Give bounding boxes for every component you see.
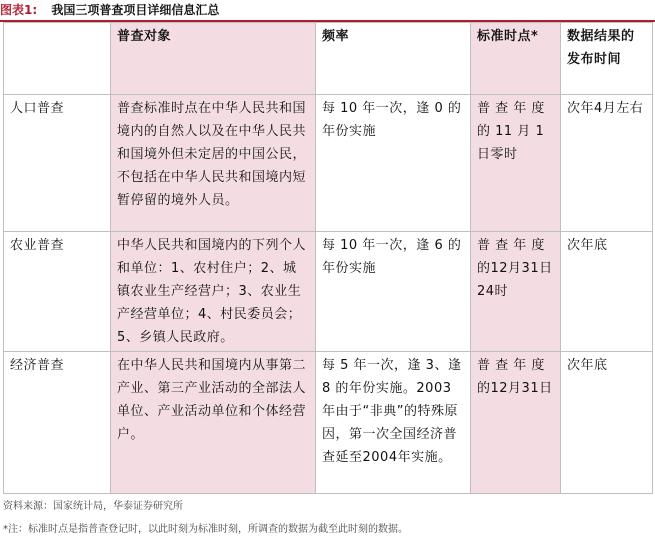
row-name-cell: 经济普查 bbox=[4, 352, 111, 494]
time-point-cell: 普 查 年 度 的12月31日 24时 bbox=[471, 232, 561, 352]
table-header-row bbox=[4, 23, 653, 95]
footnote: *注：标准时点是指普查登记时，以此时刻为标准时刻，所调查的数据为截至此时刻的数据。 bbox=[3, 524, 408, 535]
release-cell: 次年底 bbox=[561, 352, 653, 494]
time-point-cell: 普 查 年 度 的12月31日 bbox=[471, 352, 561, 494]
release-cell: 次年4月左右 bbox=[561, 95, 653, 232]
header-cell-blank bbox=[4, 23, 111, 95]
time-point-cell: 普 查 年 度 的 11 月 1 日零时 bbox=[471, 95, 561, 232]
frequency-cell: 每 10 年一次，逢 0 的年份实施 bbox=[316, 95, 471, 232]
header-cell-object: 普查对象 bbox=[111, 23, 316, 95]
census-summary-table bbox=[3, 22, 653, 494]
header-cell-time-point: 标准时点* bbox=[471, 23, 561, 95]
table-row bbox=[4, 95, 653, 232]
frequency-cell: 每 10 年一次，逢 6 的年份实施 bbox=[316, 232, 471, 352]
table-row bbox=[4, 352, 653, 494]
object-cell: 中华人民共和国境内的下列个人和单位：1、农村住户；2、城镇农业生产经营户；3、农业生产经营单位；4、村民委员会；5、乡镇人民政府。 bbox=[111, 232, 316, 352]
table-row bbox=[4, 232, 653, 352]
source-note: 资料来源：国家统计局，华泰证券研究所 bbox=[3, 501, 183, 512]
row-name-cell: 农业普查 bbox=[4, 232, 111, 352]
caption-title: 我国三项普查项目详细信息汇总 bbox=[51, 3, 220, 17]
header-cell-frequency: 频率 bbox=[316, 23, 471, 95]
caption-label: 图表1: bbox=[0, 3, 38, 17]
frequency-cell: 每 5 年一次，逢 3、逢 8 的年份实施。2003年由于“非典”的特殊原因，第一次全国经济普查延至2004年实施。 bbox=[316, 352, 471, 494]
figure-caption bbox=[0, 2, 655, 20]
release-cell: 次年底 bbox=[561, 232, 653, 352]
object-cell: 普查标准时点在中华人民共和国境内的自然人以及在中华人民共和国境外但未定居的中国公民，不包括在中华人民共和国境内短暂停留的境外人员。 bbox=[111, 95, 316, 232]
header-cell-release: 数据结果的发布时间 bbox=[561, 23, 653, 95]
object-cell: 在中华人民共和国境内从事第二产业、第三产业活动的全部法人单位、产业活动单位和个体经营户。 bbox=[111, 352, 316, 494]
row-name-cell: 人口普查 bbox=[4, 95, 111, 232]
